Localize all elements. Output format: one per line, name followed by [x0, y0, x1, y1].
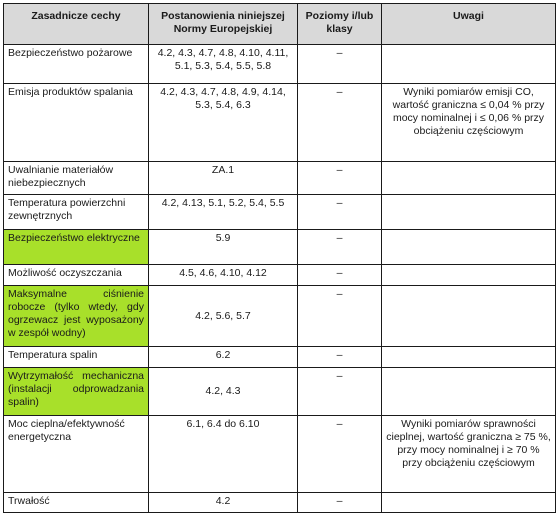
feature-cell: Temperatura spalin — [4, 347, 149, 368]
table-row — [4, 265, 556, 286]
clauses-cell: 4.2, 5.6, 5.7 — [149, 286, 298, 347]
header-levels: Poziomy i/lub klasy — [298, 4, 382, 45]
table-row — [4, 368, 556, 416]
clauses-cell: 5.9 — [149, 230, 298, 265]
feature-cell: Temperatura powierzchni zewnętrznych — [4, 195, 149, 230]
feature-cell: Wytrzymałość mechaniczna (instalacji odprowadzania spalin) — [4, 368, 149, 416]
notes-cell — [382, 162, 556, 195]
notes-cell — [382, 493, 556, 513]
clauses-cell: 4.2, 4.3 — [149, 368, 298, 416]
header-notes: Uwagi — [382, 4, 556, 45]
notes-cell: Wyniki pomiarów sprawności cieplnej, wartość graniczna ≥ 75 %, przy mocy nominalnej i ≥ 70 % przy obciążeniu częściowym — [382, 416, 556, 493]
levels-cell: – — [298, 286, 382, 347]
clauses-cell: 6.2 — [149, 347, 298, 368]
levels-cell: – — [298, 84, 382, 162]
clauses-cell: 4.5, 4.6, 4.10, 4.12 — [149, 265, 298, 286]
levels-cell: – — [298, 45, 382, 84]
feature-cell: Trwałość — [4, 493, 149, 513]
table-row — [4, 286, 556, 347]
table-header — [4, 4, 556, 45]
notes-cell — [382, 368, 556, 416]
table-row — [4, 416, 556, 493]
table-row — [4, 347, 556, 368]
notes-cell — [382, 45, 556, 84]
notes-cell — [382, 286, 556, 347]
table-row — [4, 45, 556, 84]
table-row — [4, 230, 556, 265]
levels-cell: – — [298, 195, 382, 230]
notes-cell — [382, 230, 556, 265]
feature-cell: Bezpieczeństwo pożarowe — [4, 45, 149, 84]
header-row — [4, 4, 556, 45]
clauses-cell: ZA.1 — [149, 162, 298, 195]
table-row — [4, 162, 556, 195]
feature-cell: Moc cieplna/efektywność energetyczna — [4, 416, 149, 493]
notes-cell — [382, 347, 556, 368]
clauses-cell: 4.2, 4.3, 4.7, 4.8, 4.10, 4.11, 5.1, 5.3, 5.4, 5.5, 5.8 — [149, 45, 298, 84]
levels-cell: – — [298, 162, 382, 195]
feature-cell: Możliwość oczyszczania — [4, 265, 149, 286]
notes-cell — [382, 195, 556, 230]
feature-cell: Emisja produktów spalania — [4, 84, 149, 162]
feature-cell: Bezpieczeństwo elektryczne — [4, 230, 149, 265]
table-row — [4, 84, 556, 162]
notes-cell: Wyniki pomiarów emisji CO, wartość graniczna ≤ 0,04 % przy mocy nominalnej i ≤ 0,06 % przy obciążeniu częściowym — [382, 84, 556, 162]
clauses-cell: 4.2, 4.13, 5.1, 5.2, 5.4, 5.5 — [149, 195, 298, 230]
feature-cell: Maksymalne ciśnienie robocze (tylko wtedy, gdy ogrzewacz jest wyposażony w zespół wodny) — [4, 286, 149, 347]
levels-cell: – — [298, 493, 382, 513]
table-body — [4, 45, 556, 513]
header-feature: Zasadnicze cechy — [4, 4, 149, 45]
levels-cell: – — [298, 347, 382, 368]
notes-cell — [382, 265, 556, 286]
table-row — [4, 195, 556, 230]
clauses-cell: 4.2, 4.3, 4.7, 4.8, 4.9, 4.14, 5.3, 5.4, 6.3 — [149, 84, 298, 162]
clauses-cell: 6.1, 6.4 do 6.10 — [149, 416, 298, 493]
table-row — [4, 493, 556, 513]
requirements-table — [3, 3, 556, 513]
levels-cell: – — [298, 230, 382, 265]
levels-cell: – — [298, 416, 382, 493]
header-clauses: Postanowienia niniejszej Normy Europejskiej — [149, 4, 298, 45]
clauses-cell: 4.2 — [149, 493, 298, 513]
feature-cell: Uwalnianie materiałów niebezpiecznych — [4, 162, 149, 195]
levels-cell: – — [298, 368, 382, 416]
levels-cell: – — [298, 265, 382, 286]
